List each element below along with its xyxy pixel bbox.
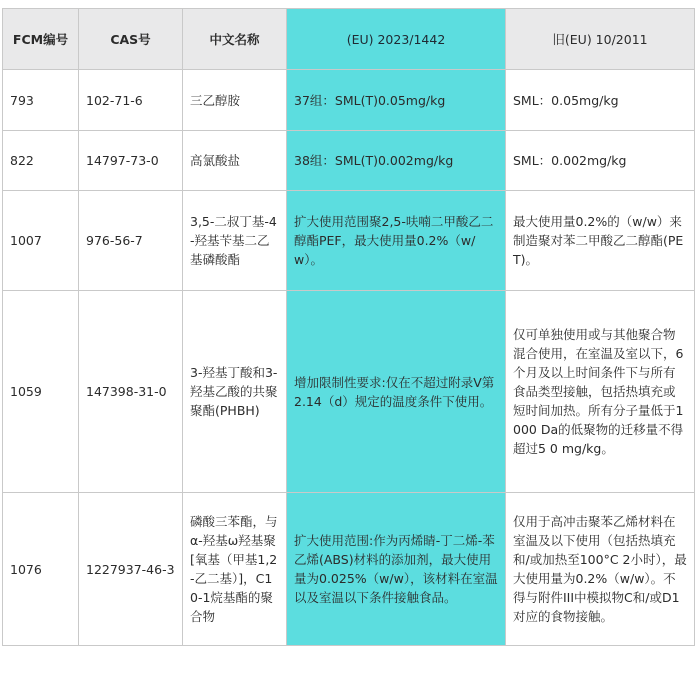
table-row xyxy=(3,291,695,493)
cell-eu-new: 37组：SML(T)0.05mg/kg xyxy=(287,70,506,131)
cell-eu-new: 扩大使用范围:作为丙烯睛-丁二烯-苯乙烯(ABS)材料的添加剂，最大使用量为0.025%（w/w），该材料在室温以及室温以下条件接触食品。 xyxy=(287,493,506,646)
cell-eu-old: 最大使用量0.2%的（w/w）来制造聚对苯二甲酸乙二醇酯(PET)。 xyxy=(506,191,695,291)
cell-eu-old: SML：0.002mg/kg xyxy=(506,131,695,191)
cell-cas: 976-56-7 xyxy=(79,191,183,291)
table-row xyxy=(3,493,695,646)
cell-eu-old: 仅可单独使用或与其他聚合物混合使用，在室温及室以下，6个月及以上时间条件下与所有食品类型接触，包括热填充或短时间加热。所有分子量低于1000 Da的低聚物的迁移量不得超过5 0 mg/kg。 xyxy=(506,291,695,493)
cell-eu-new: 38组：SML(T)0.002mg/kg xyxy=(287,131,506,191)
table-row xyxy=(3,70,695,131)
cell-cas: 1227937-46-3 xyxy=(79,493,183,646)
cell-fcm: 793 xyxy=(3,70,79,131)
cell-eu-new: 增加限制性要求:仅在不超过附录V第2.14（d）规定的温度条件下使用。 xyxy=(287,291,506,493)
header-fcm: FCM编号 xyxy=(3,9,79,70)
cell-fcm: 1059 xyxy=(3,291,79,493)
header-name-cn: 中文名称 xyxy=(183,9,287,70)
cell-cas: 102-71-6 xyxy=(79,70,183,131)
cell-eu-old: 仅用于高冲击聚苯乙烯材料在室温及以下使用（包括热填充和/或加热至100°C 2小时），最大使用量为0.2%（w/w）。不得与附件III中模拟物C和/或D1对应的食物接触。 xyxy=(506,493,695,646)
regulation-comparison-table xyxy=(2,8,695,646)
cell-cas: 147398-31-0 xyxy=(79,291,183,493)
cell-cas: 14797-73-0 xyxy=(79,131,183,191)
header-eu-2023-1442: (EU) 2023/1442 xyxy=(287,9,506,70)
header-cas: CAS号 xyxy=(79,9,183,70)
cell-name-cn: 磷酸三苯酯，与α-羟基ω羟基聚[氧基（甲基1,2-乙二基）]，C10-1烷基酯的聚合物 xyxy=(183,493,287,646)
table-row xyxy=(3,191,695,291)
cell-name-cn: 3-羟基丁酸和3-羟基乙酸的共聚聚酯(PHBH) xyxy=(183,291,287,493)
cell-fcm: 1076 xyxy=(3,493,79,646)
cell-eu-new: 扩大使用范围聚2,5-呋喃二甲酸乙二醇酯PEF，最大使用量0.2%（w/w）。 xyxy=(287,191,506,291)
cell-fcm: 1007 xyxy=(3,191,79,291)
header-eu-10-2011-old: 旧(EU) 10/2011 xyxy=(506,9,695,70)
cell-eu-old: SML：0.05mg/kg xyxy=(506,70,695,131)
cell-name-cn: 高氯酸盐 xyxy=(183,131,287,191)
cell-fcm: 822 xyxy=(3,131,79,191)
cell-name-cn: 三乙醇胺 xyxy=(183,70,287,131)
cell-name-cn: 3,5-二叔丁基-4-羟基苄基二乙基磷酸酯 xyxy=(183,191,287,291)
header-row xyxy=(3,9,695,70)
table-row xyxy=(3,131,695,191)
